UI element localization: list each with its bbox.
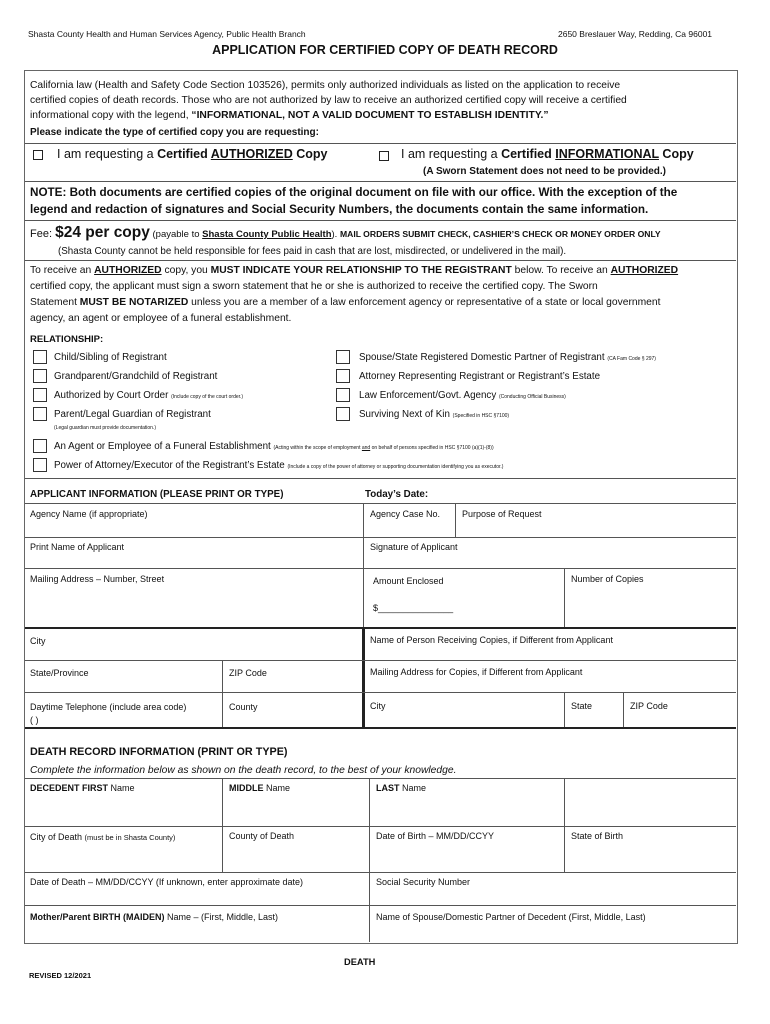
number-of-copies-label: Number of Copies bbox=[571, 574, 644, 584]
informational-copy-label: I am requesting a Certified INFORMATIONAL Copy bbox=[401, 147, 694, 161]
child-sibling-checkbox[interactable] bbox=[33, 350, 47, 364]
court-order-checkbox[interactable] bbox=[33, 388, 47, 402]
divider bbox=[25, 872, 736, 873]
divider bbox=[564, 568, 565, 627]
divider bbox=[25, 778, 736, 779]
zip-2-label: ZIP Code bbox=[630, 701, 668, 711]
power-of-attorney-label: Power of Attorney/Executor of the Registrant’s Estate (Include a copy of the power of attorney or supporting documentation identifying you as executor.) bbox=[54, 460, 504, 471]
divider bbox=[25, 660, 736, 661]
death-heading: DEATH RECORD INFORMATION (PRINT OR TYPE) bbox=[30, 746, 288, 758]
death-instruction: Complete the information below as shown on the death record, to the best of your knowledge. bbox=[30, 765, 457, 776]
amount-enclosed-label: Amount Enclosed bbox=[373, 576, 444, 586]
intro-line-1: California law (Health and Safety Code Section 103526), permits only authorized individuals as listed on the application to receive bbox=[30, 80, 621, 91]
divider bbox=[25, 478, 736, 479]
power-of-attorney-checkbox[interactable] bbox=[33, 458, 47, 472]
thick-divider bbox=[25, 727, 736, 729]
agency-name-label: Agency Name (if appropriate) bbox=[30, 509, 148, 519]
court-order-label: Authorized by Court Order (Include copy of the court order.) bbox=[54, 390, 244, 401]
county-label: County bbox=[229, 702, 258, 712]
agency-address: 2650 Breslauer Way, Redding, Ca 96001 bbox=[558, 29, 713, 39]
child-sibling-label: Child/Sibling of Registrant bbox=[54, 352, 167, 363]
mail-copies-label: Mailing Address for Copies, if Different from Applicant bbox=[370, 667, 583, 677]
divider bbox=[25, 260, 736, 261]
authorized-line-3: Statement MUST BE NOTARIZED unless you are a member of a law enforcement agency or representative of a state or local government bbox=[30, 297, 661, 308]
phone-label: Daytime Telephone (include area code) bbox=[30, 702, 187, 712]
revised-date: REVISED 12/2021 bbox=[29, 971, 92, 980]
sworn-note: (A Sworn Statement does not need to be provided.) bbox=[423, 166, 666, 177]
relationship-heading: RELATIONSHIP: bbox=[30, 334, 104, 345]
authorized-line-1: To receive an AUTHORIZED copy, you MUST INDICATE YOUR RELATIONSHIP TO THE REGISTRANT below. To receive an AUTHORIZED bbox=[30, 265, 679, 276]
divider bbox=[564, 778, 565, 872]
divider bbox=[623, 692, 624, 727]
form-border bbox=[24, 70, 738, 944]
divider bbox=[222, 660, 223, 727]
surviving-kin-checkbox[interactable] bbox=[336, 407, 350, 421]
divider bbox=[25, 220, 736, 221]
divider bbox=[25, 143, 736, 144]
footer-death: DEATH bbox=[344, 957, 376, 967]
date-of-birth-label: Date of Birth – MM/DD/CCYY bbox=[376, 831, 495, 841]
date-of-death-label: Date of Death – MM/DD/CCYY (If unknown, enter approximate date) bbox=[30, 877, 303, 887]
last-name-label: LAST Name bbox=[376, 783, 427, 793]
purpose-label: Purpose of Request bbox=[462, 509, 542, 519]
agency-case-label: Agency Case No. bbox=[370, 509, 441, 519]
law-enforcement-label: Law Enforcement/Govt. Agency (Conducting Official Business) bbox=[359, 390, 566, 401]
authorized-line-2: certified copy, the applicant must sign a sworn statement that he or she is authorized to receive the certified copy. The Sworn bbox=[30, 281, 598, 292]
spouse-name-label: Name of Spouse/Domestic Partner of Decedent (First, Middle, Last) bbox=[376, 912, 646, 922]
divider bbox=[25, 905, 736, 906]
informational-copy-checkbox[interactable] bbox=[379, 151, 389, 161]
authorized-copy-checkbox[interactable] bbox=[33, 150, 43, 160]
fee-line: Fee: $24 per copy (payable to Shasta County Public Health). MAIL ORDERS SUBMIT CHECK, CASHIER’S CHECK OR MONEY ORDER ONLY bbox=[30, 224, 661, 241]
parent-guardian-label: Parent/Legal Guardian of Registrant bbox=[54, 409, 211, 420]
receiving-name-label: Name of Person Receiving Copies, if Different from Applicant bbox=[370, 635, 613, 645]
parent-guardian-checkbox[interactable] bbox=[33, 407, 47, 421]
guardian-note: (Legal guardian must provide documentation.) bbox=[54, 425, 157, 431]
county-of-death-label: County of Death bbox=[229, 831, 295, 841]
divider bbox=[25, 692, 736, 693]
state-province-label: State/Province bbox=[30, 668, 89, 678]
divider bbox=[25, 537, 736, 538]
note-line-1: NOTE: Both documents are certified copies of the original document on file with our office. With the exception of the bbox=[30, 186, 678, 199]
ssn-label: Social Security Number bbox=[376, 877, 471, 887]
divider bbox=[222, 778, 223, 872]
zip-code-label: ZIP Code bbox=[229, 668, 267, 678]
thick-divider bbox=[25, 627, 736, 629]
note-line-2: legend and redaction of signatures and Social Security Numbers, the documents contain the same information. bbox=[30, 203, 649, 216]
divider bbox=[455, 503, 456, 537]
attorney-label: Attorney Representing Registrant or Registrant’s Estate bbox=[359, 371, 601, 382]
grandparent-label: Grandparent/Grandchild of Registrant bbox=[54, 371, 218, 382]
divider bbox=[363, 503, 364, 627]
city-label: City bbox=[30, 636, 46, 646]
funeral-agent-label: An Agent or Employee of a Funeral Establishment (Acting within the scope of employment and on behalf of persons specified in HSC §7100 (a)(1)-(8)) bbox=[54, 441, 494, 452]
applicant-heading: APPLICANT INFORMATION (PLEASE PRINT OR TYPE) bbox=[30, 489, 284, 500]
divider bbox=[564, 692, 565, 727]
fee-disclaimer: (Shasta County cannot be held responsible for fees paid in cash that are lost, misdirected, or undelivered in the mail). bbox=[58, 246, 567, 257]
authorized-copy-label: I am requesting a Certified AUTHORIZED Copy bbox=[57, 147, 328, 161]
middle-name-label: MIDDLE Name bbox=[229, 783, 291, 793]
funeral-agent-checkbox[interactable] bbox=[33, 439, 47, 453]
mother-maiden-label: Mother/Parent BIRTH (MAIDEN) Name – (First, Middle, Last) bbox=[30, 912, 279, 922]
signature-label: Signature of Applicant bbox=[370, 542, 458, 552]
divider bbox=[369, 778, 370, 942]
spouse-checkbox[interactable] bbox=[336, 350, 350, 364]
decedent-first-label: DECEDENT FIRST Name bbox=[30, 783, 135, 793]
city-of-death-label: City of Death (must be in Shasta County) bbox=[30, 832, 176, 842]
divider bbox=[25, 503, 736, 504]
surviving-kin-label: Surviving Next of Kin (Specified in HSC §7100) bbox=[359, 409, 510, 420]
divider bbox=[25, 568, 736, 569]
intro-line-3: informational copy with the legend, “INFORMATIONAL, NOT A VALID DOCUMENT TO ESTABLISH IDENTITY.” bbox=[30, 110, 549, 121]
agency-name: Shasta County Health and Human Services Agency, Public Health Branch bbox=[28, 29, 306, 39]
state-of-birth-label: State of Birth bbox=[571, 831, 624, 841]
intro-line-2: certified copies of death records. Those who are not authorized by law to receive an authorized certified copy will receive a certified bbox=[30, 95, 627, 106]
spouse-label: Spouse/State Registered Domestic Partner of Registrant (CA Fam Code § 297) bbox=[359, 352, 656, 363]
thick-divider bbox=[362, 627, 365, 727]
amount-line[interactable]: $_______________ bbox=[373, 603, 454, 613]
city-2-label: City bbox=[370, 701, 386, 711]
indicate-copy-type: Please indicate the type of certified copy you are requesting: bbox=[30, 127, 319, 138]
attorney-checkbox[interactable] bbox=[336, 369, 350, 383]
state-2-label: State bbox=[571, 701, 593, 711]
todays-date-label: Today’s Date: bbox=[365, 489, 429, 500]
authorized-line-4: agency, an agent or employee of a funeral establishment. bbox=[30, 313, 292, 324]
grandparent-checkbox[interactable] bbox=[33, 369, 47, 383]
mailing-address-label: Mailing Address – Number, Street bbox=[30, 574, 165, 584]
print-name-label: Print Name of Applicant bbox=[30, 542, 125, 552]
phone-parens[interactable]: ( ) bbox=[30, 715, 39, 725]
divider bbox=[25, 826, 736, 827]
divider bbox=[25, 181, 736, 182]
law-enforcement-checkbox[interactable] bbox=[336, 388, 350, 402]
page-title: APPLICATION FOR CERTIFIED COPY OF DEATH RECORD bbox=[212, 43, 558, 57]
